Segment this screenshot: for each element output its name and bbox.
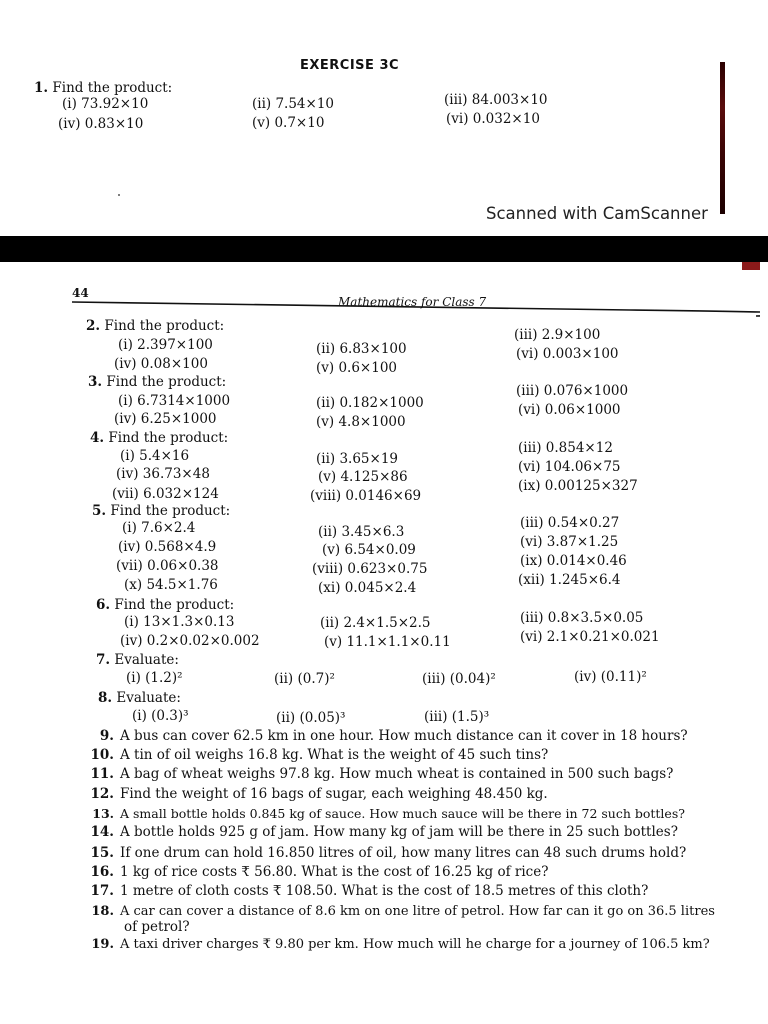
q3-item: (i) 6.7314×1000 xyxy=(118,393,231,409)
q6-item: (vi) 2.1×0.21×0.021 xyxy=(520,629,660,645)
q3-item: (vi) 0.06×1000 xyxy=(518,402,621,418)
word-problem xyxy=(82,903,715,920)
question-number: 5. xyxy=(92,503,107,519)
q4-item: (vi) 104.06×75 xyxy=(518,459,621,475)
question-number: 18. xyxy=(91,904,114,919)
question-text: A bag of wheat weighs 97.8 kg. How much wheat is contained in 500 such bags? xyxy=(120,766,674,782)
question-prompt: Find the product: xyxy=(52,80,173,96)
q2-item: (iv) 0.08×100 xyxy=(114,356,208,372)
q1-item: (iii) 84.003×10 xyxy=(444,92,548,108)
question-number: 8. xyxy=(98,690,113,706)
question-number: 4. xyxy=(90,430,105,446)
word-problem xyxy=(82,786,548,803)
question-number: 7. xyxy=(96,652,111,668)
q2-item: (ii) 6.83×100 xyxy=(316,341,407,357)
question-number: 12. xyxy=(90,786,114,802)
question-prompt: Find the product: xyxy=(114,597,235,613)
q6-item: (v) 11.1×1.1×0.11 xyxy=(324,634,451,650)
q5-item: (xii) 1.245×6.4 xyxy=(518,572,621,588)
question-text-continued: of petrol? xyxy=(124,919,190,935)
question-number: 10. xyxy=(90,747,114,763)
speck xyxy=(118,194,120,196)
q2-item: (i) 2.397×100 xyxy=(118,337,213,353)
q4-item: (viii) 0.0146×69 xyxy=(310,488,422,504)
q6-item: (iv) 0.2×0.02×0.002 xyxy=(120,633,260,649)
question-3 xyxy=(88,374,226,391)
q6-item: (iii) 0.8×3.5×0.05 xyxy=(520,610,644,626)
question-text: A small bottle holds 0.845 kg of sauce. How much sauce will be there in 72 such bottles? xyxy=(120,806,685,821)
q6-item: (ii) 2.4×1.5×2.5 xyxy=(320,615,431,631)
q3-item: (iv) 6.25×1000 xyxy=(114,411,217,427)
word-problem xyxy=(82,747,548,764)
q5-item: (x) 54.5×1.76 xyxy=(124,577,218,593)
question-text: A bus can cover 62.5 km in one hour. How much distance can it cover in 18 hours? xyxy=(120,728,688,744)
scanner-watermark: Scanned with CamScanner xyxy=(486,204,708,223)
q3-item: (ii) 0.182×1000 xyxy=(316,395,424,411)
q3-item: (v) 4.8×1000 xyxy=(316,414,406,430)
q5-item: (vi) 3.87×1.25 xyxy=(520,534,619,550)
q4-item: (ii) 3.65×19 xyxy=(316,451,399,467)
question-prompt: Find the product: xyxy=(108,430,229,446)
question-prompt: Evaluate: xyxy=(116,690,181,706)
question-prompt: Find the product: xyxy=(110,503,231,519)
page-number: 44 xyxy=(72,286,89,300)
question-number: 16. xyxy=(90,864,114,880)
q4-item: (vii) 6.032×124 xyxy=(112,486,219,502)
question-text: 1 metre of cloth costs ₹ 108.50. What is the cost of 18.5 metres of this cloth? xyxy=(120,883,649,899)
question-prompt: Evaluate: xyxy=(114,652,179,668)
word-problem xyxy=(82,883,648,900)
question-text: If one drum can hold 16.850 litres of oil, how many litres can 48 such drums hold? xyxy=(120,845,687,861)
question-text: 1 kg of rice costs ₹ 56.80. What is the cost of 16.25 kg of rice? xyxy=(120,864,549,880)
question-number: 6. xyxy=(96,597,111,613)
question-8 xyxy=(98,690,181,707)
question-number: 3. xyxy=(88,374,103,390)
word-problem xyxy=(82,728,688,745)
q7-item: (iv) (0.11)² xyxy=(574,669,647,685)
question-number: 19. xyxy=(91,937,114,952)
question-prompt: Find the product: xyxy=(106,374,227,390)
header-rule xyxy=(70,300,760,318)
q5-item: (vii) 0.06×0.38 xyxy=(116,558,219,574)
question-text: A car can cover a distance of 8.6 km on one litre of petrol. How far can it go on 36.5 litres xyxy=(120,904,715,919)
q1-item: (iv) 0.83×10 xyxy=(58,116,144,132)
question-6 xyxy=(96,597,234,614)
question-7 xyxy=(96,652,179,669)
question-number: 15. xyxy=(90,845,114,861)
q5-item: (i) 7.6×2.4 xyxy=(122,520,196,536)
question-number: 17. xyxy=(90,883,114,899)
scan-divider-band xyxy=(0,236,768,262)
q8-item: (ii) (0.05)³ xyxy=(276,710,346,726)
running-header: Mathematics for Class 7 xyxy=(338,295,487,309)
page-edge-mark xyxy=(742,262,760,270)
word-problem xyxy=(82,864,548,881)
q4-item: (iv) 36.73×48 xyxy=(116,466,210,482)
q1-item: (ii) 7.54×10 xyxy=(252,96,335,112)
q7-item: (ii) (0.7)² xyxy=(274,671,335,687)
header-rule-line xyxy=(72,302,760,316)
q5-item: (v) 6.54×0.09 xyxy=(322,542,416,558)
question-number: 2. xyxy=(86,318,101,334)
q5-item: (iii) 0.54×0.27 xyxy=(520,515,620,531)
question-number: 11. xyxy=(90,766,114,782)
q8-item: (i) (0.3)³ xyxy=(132,708,189,724)
q2-item: (v) 0.6×100 xyxy=(316,360,397,376)
q2-item: (vi) 0.003×100 xyxy=(516,346,619,362)
question-text: A tin of oil weighs 16.8 kg. What is the weight of 45 such tins? xyxy=(120,747,549,763)
exercise-title: EXERCISE 3C xyxy=(300,58,400,73)
question-text: A bottle holds 925 g of jam. How many kg of jam will be there in 25 such bottles? xyxy=(120,824,678,840)
question-number: 9. xyxy=(99,728,114,744)
q4-item: (v) 4.125×86 xyxy=(318,469,408,485)
q8-item: (iii) (1.5)³ xyxy=(424,709,490,725)
word-problem xyxy=(82,936,710,953)
question-4 xyxy=(90,430,228,447)
question-2 xyxy=(86,318,224,335)
question-prompt: Find the product: xyxy=(104,318,225,334)
q7-item: (iii) (0.04)² xyxy=(422,671,496,687)
q5-item: (iv) 0.568×4.9 xyxy=(118,539,217,555)
question-text: A taxi driver charges ₹ 9.80 per km. How much will he charge for a journey of 106.5 km? xyxy=(120,937,710,952)
q5-item: (xi) 0.045×2.4 xyxy=(318,580,417,596)
q2-item: (iii) 2.9×100 xyxy=(514,327,601,343)
question-number: 13. xyxy=(92,806,114,821)
question-5 xyxy=(92,503,230,520)
q4-item: (iii) 0.854×12 xyxy=(518,440,613,456)
question-number: 1. xyxy=(34,80,49,96)
question-1 xyxy=(34,80,172,97)
q5-item: (viii) 0.623×0.75 xyxy=(312,561,428,577)
page-edge-strip xyxy=(720,62,725,214)
q3-item: (iii) 0.076×1000 xyxy=(516,383,629,399)
q1-item: (i) 73.92×10 xyxy=(62,96,149,112)
word-problem xyxy=(82,845,686,862)
word-problem xyxy=(82,824,678,841)
word-problem xyxy=(82,805,685,822)
word-problem xyxy=(82,766,673,783)
question-text: Find the weight of 16 bags of sugar, each weighing 48.450 kg. xyxy=(120,786,548,802)
q7-item: (i) (1.2)² xyxy=(126,670,183,686)
q5-item: (ii) 3.45×6.3 xyxy=(318,524,405,540)
q4-item: (ix) 0.00125×327 xyxy=(518,478,638,494)
q6-item: (i) 13×1.3×0.13 xyxy=(124,614,235,630)
q1-item: (vi) 0.032×10 xyxy=(446,111,540,127)
question-number: 14. xyxy=(90,824,114,840)
q1-item: (v) 0.7×10 xyxy=(252,115,325,131)
q5-item: (ix) 0.014×0.46 xyxy=(520,553,627,569)
q4-item: (i) 5.4×16 xyxy=(120,448,190,464)
